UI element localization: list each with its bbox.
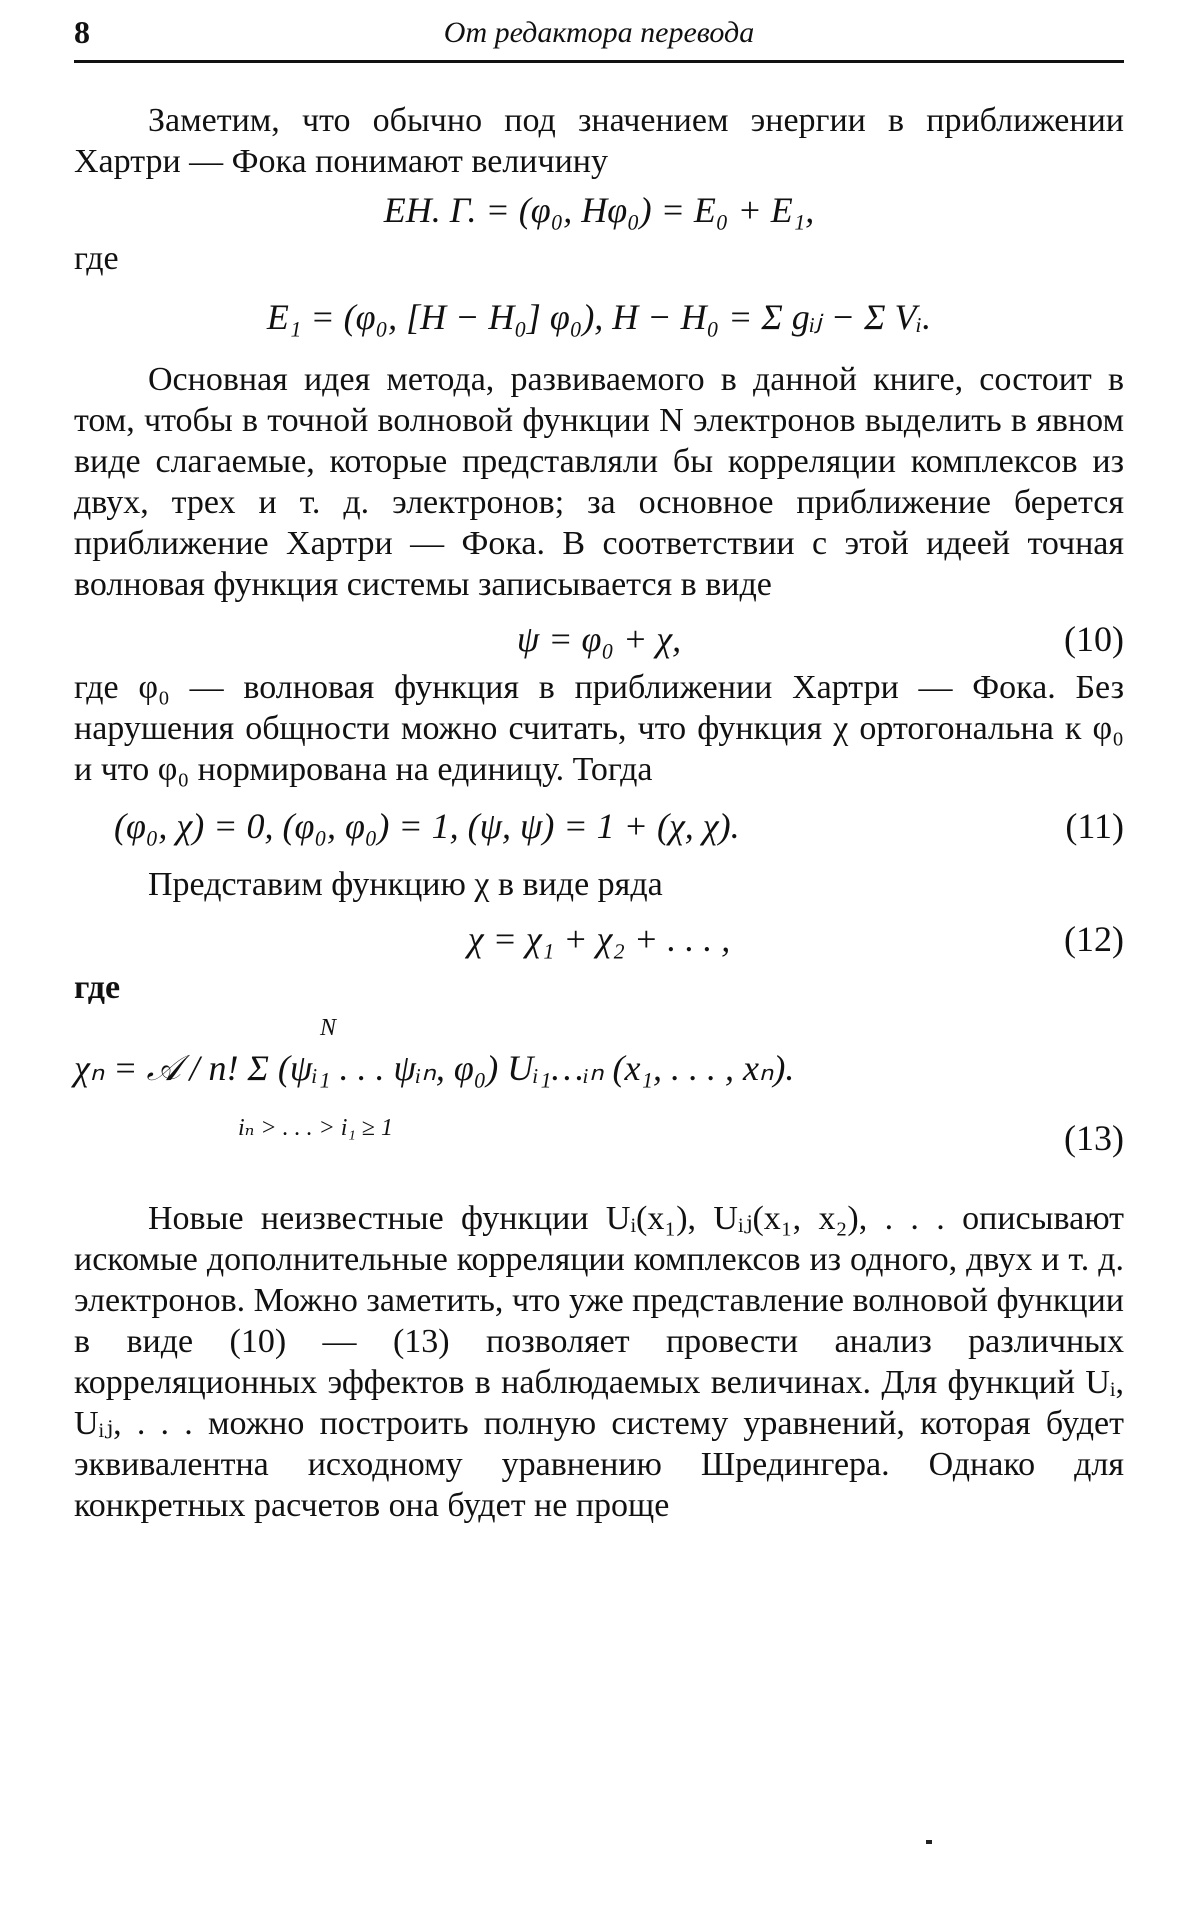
page-number: 8 [74, 14, 90, 50]
formula-hf-energy-expr: EН. Г. = (φ₀, Hφ₀) = E₀ + E₁, [383, 190, 815, 230]
formula-10 [74, 611, 1124, 667]
header-rule [74, 60, 1124, 63]
paragraph-main-idea: Основная идея метода, развиваемого в данной книге, состоит в том, чтобы в точной волновой функции N электронов выделить в явном виде слагаемые, которые представляли бы корреляции комплексов из двух, трех и т. д. электронов; за основное приближение берется приближение Хартри — Фока. В соответствии с этой идеей точная волновая функция системы записывается в виде [74, 361, 1124, 603]
paragraph-phi0-definition: где φ₀ — волновая функция в приближении Хартри — Фока. Без нарушения общности можно считать, что функция χ ортогональна к φ₀ и что φ₀ нормирована на единицу. Тогда [74, 669, 1124, 788]
where-label-1: где [74, 240, 119, 277]
equation-number-10: (10) [1064, 619, 1124, 659]
equation-number-13: (13) [1064, 1118, 1124, 1158]
sum-lower-limit: iₙ > . . . > i₁ ≥ 1 [238, 1115, 393, 1141]
formula-13-expr: χₙ = 𝒜 / n! Σ (ψᵢ₁ . . . ψᵢₙ, φ₀) Uᵢ₁…ᵢₙ (x₁, . . . , xₙ). [74, 1048, 795, 1088]
page-mark [926, 1840, 932, 1844]
where-label-2: где [74, 969, 121, 1006]
formula-11-expr: (φ₀, χ) = 0, (φ₀, φ₀) = 1, (ψ, ψ) = 1 + (χ, χ). [114, 806, 740, 846]
formula-11 [74, 798, 1124, 854]
formula-e1-expr: E₁ = (φ₀, [H − H₀] φ₀), H − H₀ = Σ gᵢⱼ − Σ Vᵢ. [266, 297, 932, 337]
formula-hf-energy [74, 182, 1124, 238]
paragraph-energy-intro: Заметим, что обычно под значением энергии в приближении Хартри — Фока понимают величину [74, 102, 1124, 180]
formula-13 [74, 1008, 1124, 1178]
equation-number-11: (11) [1065, 806, 1124, 846]
page-header [74, 14, 1124, 64]
equation-number-12: (12) [1064, 919, 1124, 959]
page-body [74, 100, 1124, 1526]
running-head: От редактора перевода [443, 16, 755, 49]
formula-e1 [74, 289, 1124, 345]
paragraph-series: Представим функцию χ в виде ряда [148, 866, 663, 903]
formula-10-expr: ψ = φ₀ + χ, [516, 619, 682, 659]
formula-12 [74, 911, 1124, 967]
formula-12-expr: χ = χ₁ + χ₂ + . . . , [467, 919, 731, 959]
paragraph-new-functions: Новые неизвестные функции Uᵢ(x₁), Uᵢⱼ(x₁, x₂), . . . описывают искомые дополнительные корреляции комплексов из одного, двух и т. д. электронов. Можно заметить, что уже представление волновой функции в виде (10) — (13) позволяет провести анализ различных корреляционных эффектов в наблюдаемых величинах. Для функций Uᵢ, Uᵢⱼ, . . . можно построить полную систему уравнений, которая будет эквивалентна исходному уравнению Шредингера. Однако для конкретных расчетов она будет не проще [74, 1200, 1124, 1524]
sum-upper-limit: N [320, 1015, 337, 1041]
